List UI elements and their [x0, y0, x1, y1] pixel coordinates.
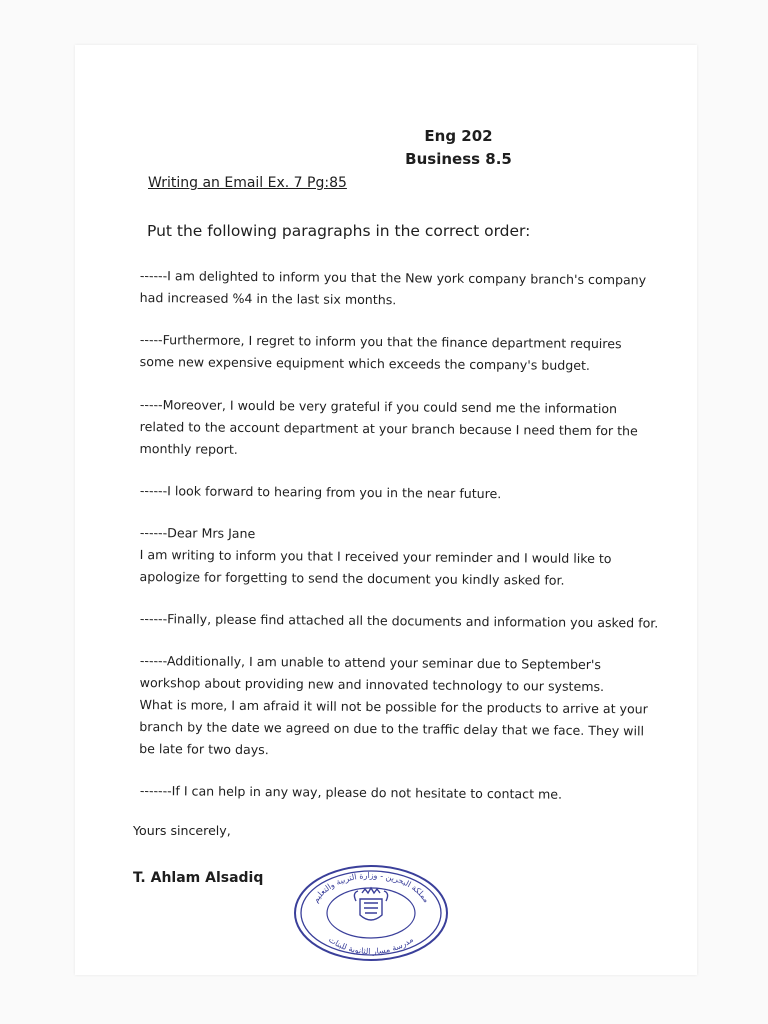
- paragraph-line: related to the account department at your branch because I need them for the: [139, 418, 638, 439]
- document-page: [75, 45, 697, 975]
- paragraph-line: ------Dear Mrs Jane: [139, 524, 256, 542]
- paragraph-line: branch by the date we agreed on due to the traffic delay that we face. They will: [139, 718, 645, 739]
- paragraph-line: -----Furthermore, I regret to inform you that the finance department requires: [139, 331, 622, 352]
- course-title: Eng 202: [424, 127, 493, 145]
- emblem-icon: [354, 888, 387, 920]
- exercise-title: Writing an Email Ex. 7 Pg:85: [148, 175, 347, 191]
- paragraph-line: ------Additionally, I am unable to attend your seminar due to September's: [139, 652, 602, 673]
- paragraph-line: ------I look forward to hearing from you in the near future.: [139, 482, 502, 502]
- paragraph-line: workshop about providing new and innovated technology to our systems.: [139, 674, 605, 695]
- stamp-top-text: مملكة البحرين - وزارة التربية والتعليم: [310, 870, 432, 905]
- paragraph-8: [140, 780, 650, 806]
- paragraph-line: had increased %4 in the last six months.: [139, 289, 397, 308]
- paragraph-line: -----Moreover, I would be very grateful if you could send me the information: [139, 396, 618, 417]
- paragraph-line: apologize for forgetting to send the document you kindly asked for.: [139, 568, 565, 588]
- paragraph-6: [139, 608, 659, 634]
- closing-text: Yours sincerely,: [133, 823, 231, 838]
- paragraph-line: some new expensive equipment which exceeds the company's budget.: [139, 353, 591, 373]
- paragraph-line: What is more, I am afraid it will not be possible for the products to arrive at your: [139, 696, 648, 717]
- paragraph-5: [139, 522, 650, 592]
- paragraph-line: ------I am delighted to inform you that the New york company branch's company: [139, 267, 647, 288]
- paragraph-2: [140, 329, 650, 377]
- paragraph-4: [140, 480, 650, 506]
- school-stamp-icon: [292, 863, 450, 963]
- stamp-bottom-text: مدرسة مسار الثانوية للبنات: [327, 934, 416, 957]
- unit-title: Business 8.5: [405, 150, 512, 168]
- paragraph-line: monthly report.: [139, 440, 238, 457]
- paragraph-line: I am writing to inform you that I received your reminder and I would like to: [139, 546, 612, 567]
- paragraph-line: -------If I can help in any way, please do not hesitate to contact me.: [139, 782, 563, 802]
- signature-name: T. Ahlam Alsadiq: [133, 870, 264, 886]
- paragraph-7: [139, 650, 650, 764]
- paragraph-3: [139, 394, 650, 464]
- paragraph-line: ------Finally, please find attached all the documents and information you asked for.: [139, 610, 659, 631]
- instruction-text: Put the following paragraphs in the correct order:: [147, 222, 531, 240]
- paragraph-line: be late for two days.: [139, 740, 269, 758]
- paragraph-1: [140, 265, 650, 313]
